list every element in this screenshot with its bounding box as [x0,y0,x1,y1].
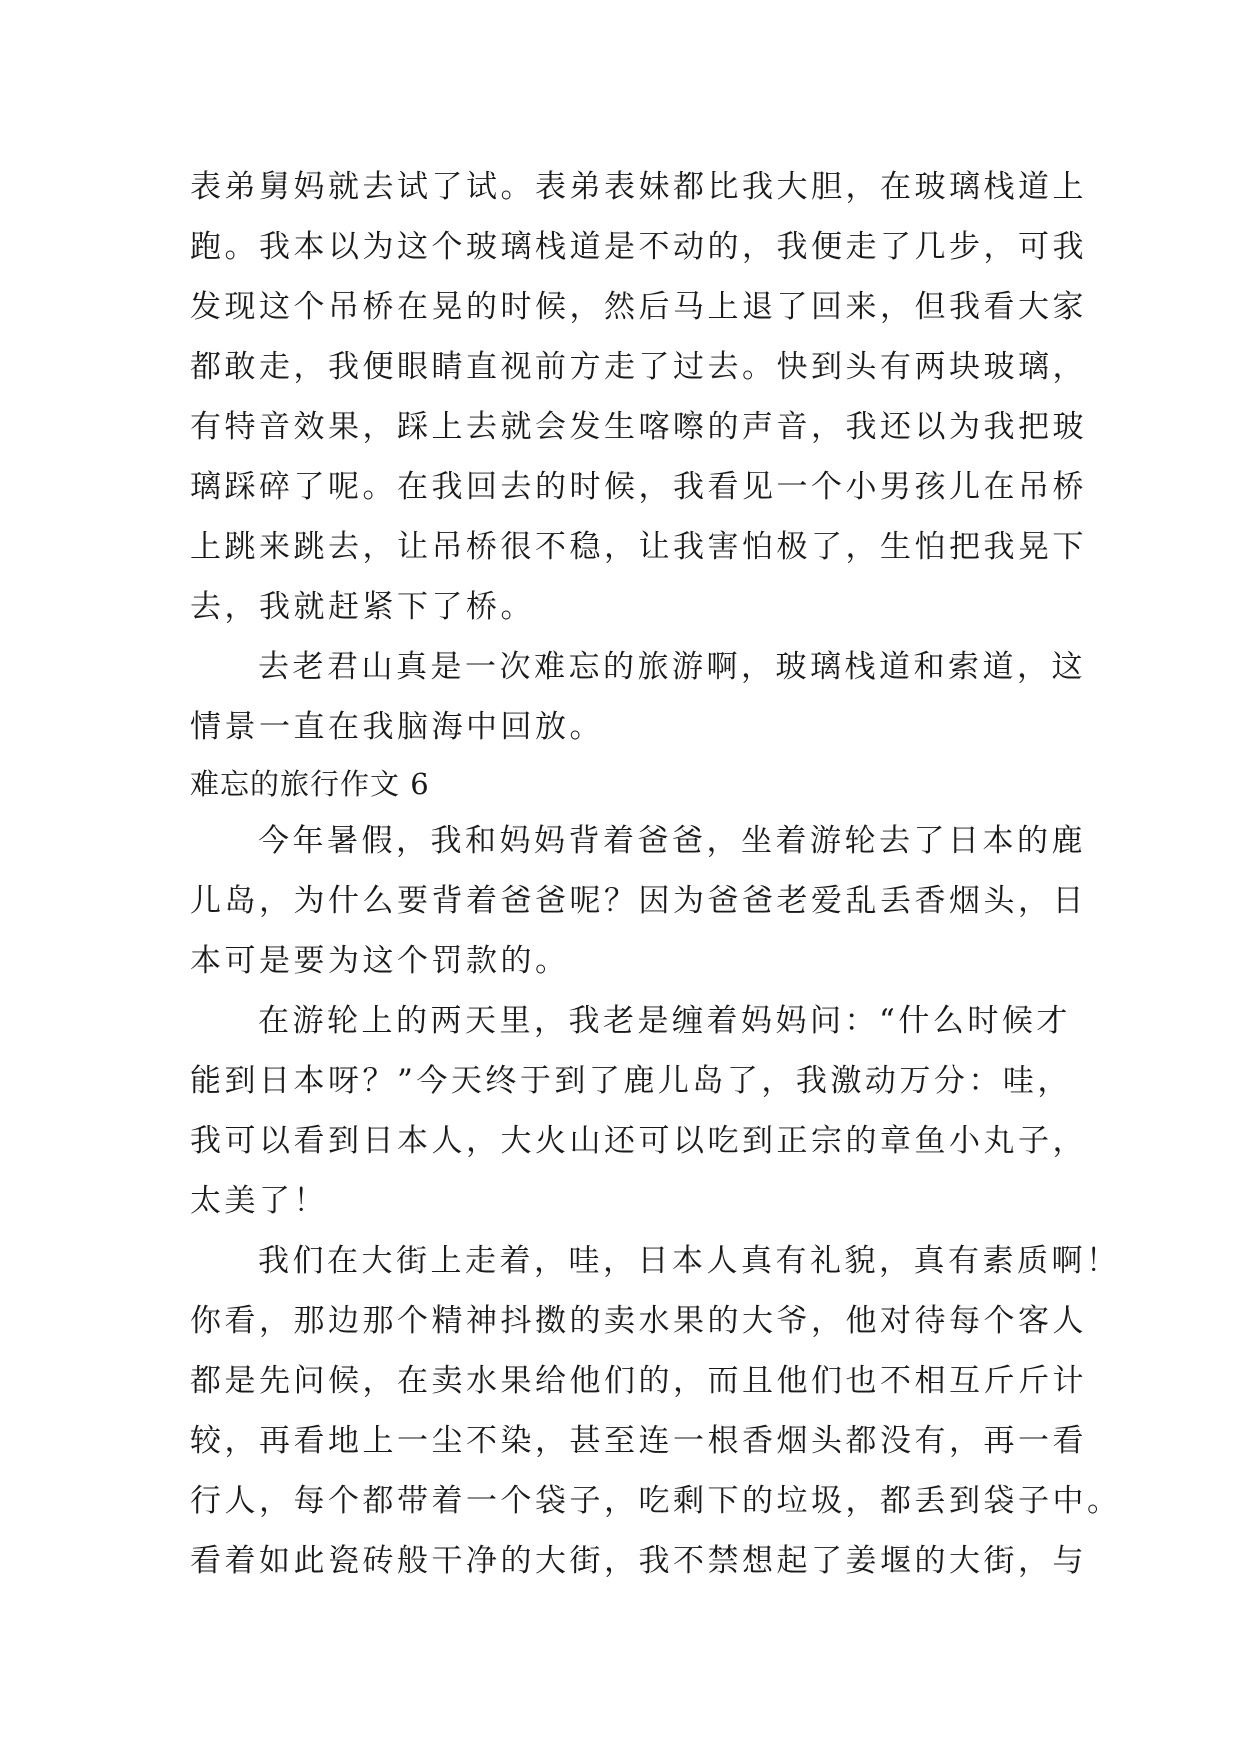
text-line: 我们在大街上走着，哇，日本人真有礼貌，真有素质啊！ [258,1243,1121,1279]
text-line: 今年暑假，我和妈妈背着爸爸，坐着游轮去了日本的鹿 [258,823,1086,859]
text-line: 有特音效果，踩上去就会发生喀嚓的声音，我还以为我把玻 [190,409,1087,445]
text-line: 儿岛，为什么要背着爸爸呢？因为爸爸老爱乱丢香烟头，日 [190,883,1087,919]
text-line: 你看，那边那个精神抖擞的卖水果的大爷，他对待每个客人 [190,1303,1087,1339]
text-line: 都是先问候，在卖水果给他们的，而且他们也不相互斤斤计 [190,1363,1087,1399]
text-line: 情景一直在我脑海中回放。 [190,709,604,745]
text-line: 都敢走，我便眼睛直视前方走了过去。快到头有两块玻璃， [190,349,1087,385]
text-line: 璃踩碎了呢。在我回去的时候，我看见一个小男孩儿在吊桥 [190,469,1087,505]
section-heading: 难忘的旅行作文 6 [190,767,430,801]
text-line: 表弟舅妈就去试了试。表弟表妹都比我大胆，在玻璃栈道上 [190,169,1087,205]
text-line: 上跳来跳去，让吊桥很不稳，让我害怕极了，生怕把我晃下 [190,529,1087,565]
text-line: 能到日本呀？”今天终于到了鹿儿岛了，我激动万分：哇， [190,1063,1072,1099]
text-line: 跑。我本以为这个玻璃栈道是不动的，我便走了几步，可我 [190,229,1087,265]
text-line: 本可是要为这个罚款的。 [190,943,570,979]
text-line: 行人，每个都带着一个袋子，吃剩下的垃圾，都丢到袋子中。 [190,1483,1122,1519]
text-line: 发现这个吊桥在晃的时候，然后马上退了回来，但我看大家 [190,289,1087,325]
text-line: 太美了！ [190,1183,328,1219]
text-line: 较，再看地上一尘不染，甚至连一根香烟头都没有，再一看 [190,1423,1087,1459]
document-body [190,157,1122,1591]
text-line: 我可以看到日本人，大火山还可以吃到正宗的章鱼小丸子， [190,1123,1087,1159]
text-line: 去老君山真是一次难忘的旅游啊，玻璃栈道和索道，这 [258,649,1086,685]
text-line: 去，我就赶紧下了桥。 [190,589,535,625]
text-line: 看着如此瓷砖般干净的大街，我不禁想起了姜堰的大街，与 [190,1543,1087,1579]
text-line: 在游轮上的两天里，我老是缠着妈妈问：“什么时候才 [258,1003,1071,1039]
